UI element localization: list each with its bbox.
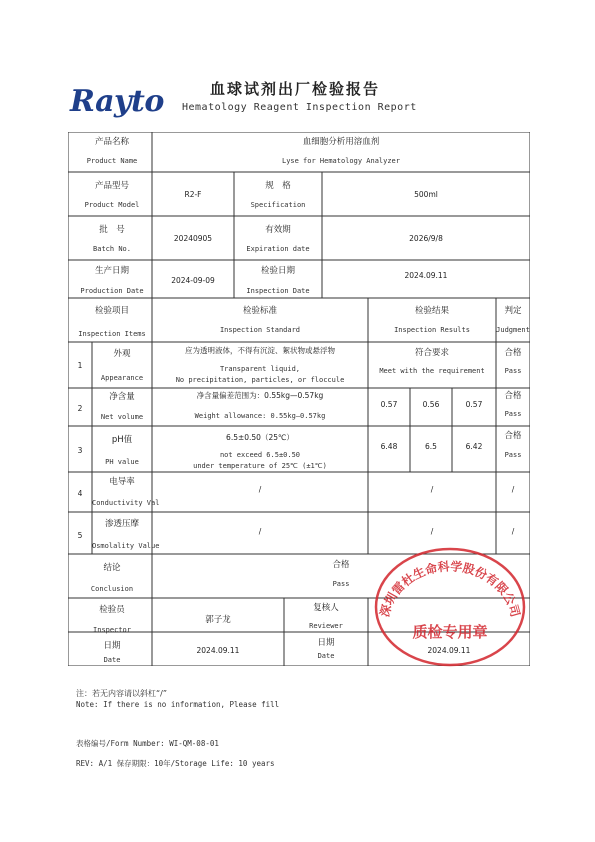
reviewer-date: 2024.09.11 bbox=[427, 646, 471, 655]
expiration-label-zh: 有效期 bbox=[265, 225, 291, 235]
svg-text:质检专用章: 质检专用章 bbox=[412, 623, 488, 641]
form-number: 表格编号/Form Number: WI-QM-08-01 bbox=[76, 739, 219, 748]
row-3-result-2: 6.5 bbox=[425, 442, 437, 451]
date-label-en: Date bbox=[103, 656, 121, 664]
product-model-label-zh: 产品型号 bbox=[94, 181, 129, 191]
inspection-date-value: 2024.09.11 bbox=[404, 271, 448, 280]
header-judgment-en: Judgment bbox=[496, 326, 530, 334]
batch-label-en: Batch No. bbox=[93, 245, 131, 253]
row-5-judgment: / bbox=[511, 527, 515, 536]
reviewer-label-en: Reviewer bbox=[309, 622, 343, 630]
row-5-result: / bbox=[430, 527, 434, 536]
row-2-result-1: 0.57 bbox=[380, 400, 398, 409]
header-standard-en: Inspection Standard bbox=[219, 326, 301, 334]
row-2-standard-zh: 净含量偏差范围为：0.55kg—0.57kg bbox=[196, 391, 324, 400]
specification-label-en: Specification bbox=[250, 201, 306, 209]
inspector-label-en: Inspector bbox=[93, 626, 131, 634]
header-results-zh: 检验结果 bbox=[414, 306, 449, 316]
row-2-judgment-en: Pass bbox=[504, 410, 522, 418]
conclusion-label-en: Conclusion bbox=[90, 585, 134, 593]
row-1-standard-zh: 应为透明液体，不得有沉淀、絮状物或悬浮物 bbox=[185, 346, 335, 355]
row-2-result-2: 0.56 bbox=[422, 400, 440, 409]
inspection-date-label-en: Inspection Date bbox=[246, 287, 310, 295]
batch-value: 20240905 bbox=[173, 234, 213, 243]
specification-value: 500ml bbox=[414, 190, 438, 199]
row-2-judgment-zh: 合格 bbox=[504, 391, 522, 401]
revision-storage: REV: A/1 保存期限：10年/Storage Life: 10 years bbox=[76, 759, 275, 768]
header-items-zh: 检验项目 bbox=[94, 306, 129, 316]
row-1-standard-en-1: Transparent liquid, bbox=[219, 365, 301, 373]
row-1-result-en: Meet with the requirement bbox=[379, 367, 485, 375]
row-3-standard-zh: 6.5±0.50（25℃） bbox=[226, 433, 294, 442]
row-1-standard-en-2: No precipitation, particles, or floccule bbox=[175, 376, 345, 384]
row-5-item-en: Osmolality Value bbox=[92, 542, 160, 550]
row-1-judgment-en: Pass bbox=[504, 367, 522, 375]
row-3-item-en: PH value bbox=[105, 458, 139, 466]
product-name-label-en: Product Name bbox=[86, 157, 138, 165]
quality-inspection-seal bbox=[373, 545, 527, 667]
row-2-standard-en: Weight allowance: 0.55kg—0.57kg bbox=[194, 412, 326, 420]
report-title-en: Hematology Reagent Inspection Report bbox=[182, 102, 417, 113]
row-3-judgment-en: Pass bbox=[504, 451, 522, 459]
row-1-result: 符合要求 bbox=[414, 348, 449, 358]
row-1-no: 1 bbox=[77, 361, 83, 370]
row-2-item-en: Net volume bbox=[100, 413, 144, 421]
row-1-item-zh: 外观 bbox=[113, 349, 131, 359]
row-3-standard-en-2: under temperature of 25℃ (±1℃) bbox=[193, 462, 327, 470]
row-3-result-3: 6.42 bbox=[465, 442, 483, 451]
report-title-zh: 血球试剂出厂检验报告 bbox=[210, 80, 381, 98]
date-label-zh: 日期 bbox=[103, 641, 121, 651]
reviewer-date-label-zh: 日期 bbox=[317, 638, 335, 648]
row-4-standard: / bbox=[258, 485, 262, 494]
row-4-item-en: Conductivity Val bbox=[92, 499, 160, 507]
company-logo: Rayto bbox=[70, 84, 164, 119]
product-name-value-zh: 血细胞分析用溶血剂 bbox=[302, 137, 380, 147]
note-zh: 注：若无内容请以斜杠“/” bbox=[76, 689, 167, 698]
note-en: Note: If there is no information, Please fill bbox=[76, 700, 280, 709]
row-3-item-zh: pH值 bbox=[111, 435, 133, 445]
expiration-value: 2026/9/8 bbox=[409, 234, 443, 243]
inspector-signature: 郭子龙 bbox=[205, 615, 231, 625]
row-5-standard: / bbox=[258, 527, 262, 536]
production-date-value: 2024-09-09 bbox=[171, 276, 215, 285]
reviewer-label-zh: 复核人 bbox=[313, 603, 339, 613]
row-4-no: 4 bbox=[77, 489, 83, 498]
row-1-judgment-zh: 合格 bbox=[504, 348, 522, 358]
row-3-no: 3 bbox=[77, 446, 83, 455]
header-standard-zh: 检验标准 bbox=[242, 306, 277, 316]
header-items-en: Inspection Items bbox=[78, 330, 146, 338]
row-5-no: 5 bbox=[77, 531, 83, 540]
inspection-date-label-zh: 检验日期 bbox=[260, 266, 295, 276]
product-model-value: R2-F bbox=[184, 190, 202, 199]
reviewer-date-label-en: Date bbox=[317, 652, 335, 660]
inspector-date: 2024.09.11 bbox=[196, 646, 240, 655]
product-name-label-zh: 产品名称 bbox=[94, 137, 129, 147]
row-2-no: 2 bbox=[77, 404, 83, 413]
batch-label-zh: 批 号 bbox=[99, 225, 125, 235]
header-judgment-zh: 判定 bbox=[504, 306, 522, 316]
row-3-judgment-zh: 合格 bbox=[504, 431, 522, 441]
product-model-label-en: Product Model bbox=[84, 201, 140, 209]
row-2-item-zh: 净含量 bbox=[109, 392, 135, 402]
conclusion-value-en: Pass bbox=[332, 580, 350, 588]
row-1-item-en: Appearance bbox=[100, 374, 144, 382]
production-date-label-zh: 生产日期 bbox=[94, 266, 129, 276]
row-4-result: / bbox=[430, 485, 434, 494]
production-date-label-en: Production Date bbox=[80, 287, 144, 295]
row-4-item-zh: 电导率 bbox=[109, 477, 135, 487]
row-3-standard-en-1: not exceed 6.5±0.50 bbox=[219, 451, 301, 459]
row-5-item-zh: 渗透压摩 bbox=[104, 519, 139, 529]
product-name-value-en: Lyse for Hematology Analyzer bbox=[281, 157, 400, 165]
header-results-en: Inspection Results bbox=[394, 326, 470, 334]
row-2-result-3: 0.57 bbox=[465, 400, 483, 409]
svg-text:深圳雷杜生命科学股份有限公司: 深圳雷杜生命科学股份有限公司 bbox=[377, 559, 523, 619]
conclusion-value-zh: 合格 bbox=[332, 560, 350, 570]
inspector-label-zh: 检验员 bbox=[99, 605, 125, 615]
specification-label-zh: 规 格 bbox=[265, 181, 291, 191]
expiration-label-en: Expiration date bbox=[246, 245, 310, 253]
row-3-result-1: 6.48 bbox=[380, 442, 398, 451]
conclusion-label-zh: 结论 bbox=[103, 563, 121, 573]
row-4-judgment: / bbox=[511, 485, 515, 494]
